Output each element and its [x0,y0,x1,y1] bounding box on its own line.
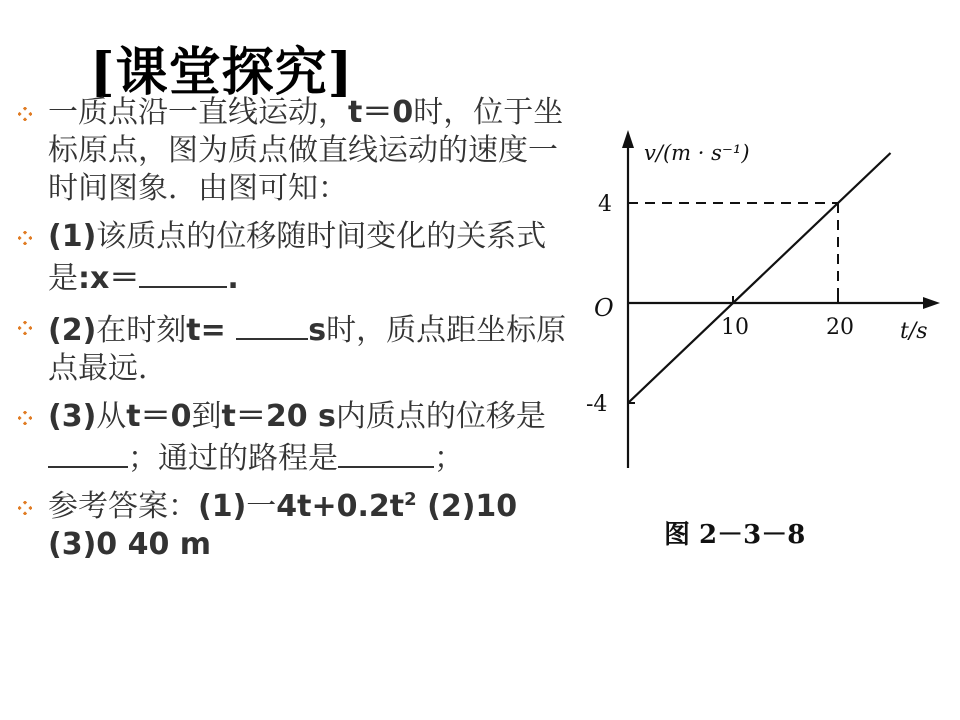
item-bold: t＝0 [126,399,192,434]
item-bold: t＝20 s [221,399,336,434]
item-bold: (1) [198,489,247,524]
item-text: 时，质点距坐标原点最远． [48,313,567,386]
item-text: 一 [246,489,277,524]
item-bold: (2)10 (3)0 40 m [48,489,518,562]
y-tick-label: -4 [586,392,608,417]
y-axis-label: v/(m · s⁻¹) [644,141,750,165]
diamond-bullet-icon [18,231,32,245]
list-item [10,218,585,298]
item-superscript: 2 [404,489,417,510]
item-text: 时，位于坐标原点，图为质点做直线运动的速度一时间图象．由图可知： [48,95,564,206]
item-bold: :x＝ [78,261,140,296]
list-item [10,308,585,388]
vt-graph [578,118,950,568]
vt-graph-svg [578,118,950,568]
diamond-bullet-icon [18,501,32,515]
item-text: 参考答案： [48,489,198,524]
list-item [10,488,585,564]
item-bold: (2) [48,313,97,348]
item-text: 在时刻 [96,313,187,348]
figure-caption: 图 2－3－8 [664,520,806,550]
x-axis-label: t/s [900,319,928,344]
item-text: 从 [96,399,127,434]
answer-blank [48,436,128,468]
item-text: 内质点的位移是 [335,399,546,434]
velocity-line [628,153,891,403]
item-bold: t= [186,313,237,348]
diamond-bullet-icon [18,321,32,335]
y-axis-arrow-icon [622,130,634,148]
list-item [10,398,585,478]
answer-blank [139,256,227,288]
item-text: 该质点的位移随时间变化的关系式是 [48,219,547,296]
item-text: ； [434,441,464,476]
slide-content [10,94,585,574]
item-text: ；通过的路程是 [128,441,338,476]
list-item [10,94,585,208]
item-bold: 4t+0.2t [276,489,405,524]
y-tick-label: 4 [598,192,612,217]
item-bold: (1) [48,219,97,254]
x-axis-arrow-icon [923,297,940,309]
diamond-bullet-icon [18,411,32,425]
x-tick-label: 20 [826,315,854,340]
item-text: 到 [191,399,222,434]
item-bold: (3) [48,399,97,434]
origin-label: O [594,294,614,322]
slide-title: [课堂探究] [90,42,354,103]
diamond-bullet-icon [18,107,32,121]
item-bold: s [308,313,327,348]
item-bold: t＝0 [348,95,414,130]
item-text: 一质点沿一直线运动， [48,95,348,130]
x-tick-label: 10 [721,315,749,340]
answer-blank [236,308,308,340]
item-bold: . [227,261,239,296]
answer-blank [338,436,434,468]
